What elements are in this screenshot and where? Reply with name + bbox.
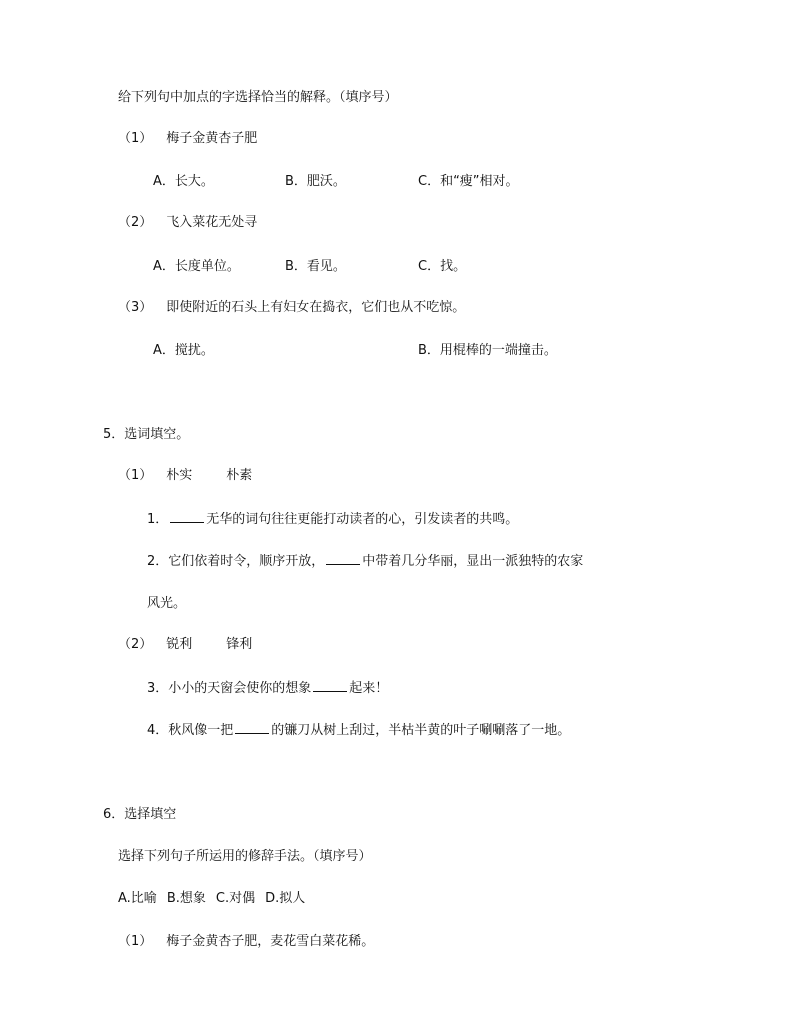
sentence-text: 的镰刀从树上刮过，半枯半黄的叶子唰唰落了一地。 [271, 723, 571, 738]
item-number: （2） [118, 215, 153, 230]
group-number: （1） [118, 468, 153, 483]
item-number: （1） [118, 934, 153, 949]
sentence-number: 3． [147, 681, 169, 696]
option-c: C.对偶 [215, 891, 256, 906]
q6-item-1 [118, 933, 374, 951]
word-option: 锋利 [226, 637, 253, 652]
fill-blank[interactable] [313, 679, 347, 692]
q4-item-3-option-b: B．用棍棒的一端撞击。 [418, 343, 557, 358]
q4-item-2 [118, 214, 257, 232]
q5-sentence-2 [147, 552, 583, 571]
sentence-number: 1． [147, 512, 169, 527]
q5-sentence-3 [147, 679, 388, 698]
q5-sentence-4 [147, 721, 570, 740]
option-d: D.拟人 [265, 891, 306, 906]
q4-item-2-option-b: B．看见。 [285, 259, 346, 274]
q6-options [118, 890, 305, 908]
q5-group-2-words [118, 636, 252, 654]
fill-blank[interactable] [326, 552, 360, 565]
fill-blank[interactable] [235, 721, 269, 734]
q4-item-1-option-b: B．肥沃。 [285, 174, 346, 189]
group-number: （2） [118, 637, 153, 652]
option-b: B.想象 [166, 891, 206, 906]
sentence-number: 2． [147, 554, 169, 569]
option-a: A.比喻 [118, 891, 157, 906]
q5-sentence-2-cont: 风光。 [147, 596, 187, 611]
q5-title: 5．选词填空。 [103, 427, 190, 442]
item-number: （3） [118, 300, 153, 315]
q4-item-1 [118, 130, 257, 148]
q4-item-2-option-a: A．长度单位。 [153, 259, 240, 274]
item-sentence: 即使附近的石头上有妇女在捣衣，它们也从不吃惊。 [166, 300, 466, 315]
q6-instruction: 选择下列句子所运用的修辞手法。（填序号） [118, 849, 372, 864]
q4-item-3-option-a: A．搅扰。 [153, 343, 214, 358]
sentence-text: 秋风像一把 [168, 723, 234, 738]
item-sentence: 梅子金黄杏子肥 [166, 131, 258, 146]
word-option: 朴素 [226, 468, 253, 483]
sentence-text: 小小的天窗会使你的想象 [168, 681, 312, 696]
q5-sentence-1 [147, 510, 518, 529]
q4-item-1-option-a: A．长大。 [153, 174, 214, 189]
q4-item-1-option-c: C．和“瘦”相对。 [418, 174, 519, 189]
word-option: 锐利 [166, 637, 193, 652]
item-sentence: 梅子金黄杏子肥，麦花雪白菜花稀。 [166, 934, 375, 949]
q5-group-1-words [118, 467, 252, 485]
q4-item-2-option-c: C．找。 [418, 259, 467, 274]
sentence-text: 无华的词句往往更能打动读者的心，引发读者的共鸣。 [206, 512, 519, 527]
q4-item-3 [118, 299, 465, 317]
word-option: 朴实 [166, 468, 193, 483]
sentence-number: 4． [147, 723, 169, 738]
item-number: （1） [118, 131, 153, 146]
item-sentence: 飞入菜花无处寻 [166, 215, 258, 230]
sentence-text: 起来！ [349, 681, 389, 696]
fill-blank[interactable] [170, 510, 204, 523]
q4-instruction: 给下列句中加点的字选择恰当的解释。（填序号） [118, 90, 398, 105]
sentence-text: 它们依着时令，顺序开放， [168, 554, 325, 569]
sentence-text: 中带着几分华丽，显出一派独特的农家 [362, 554, 584, 569]
q6-title: 6．选择填空 [103, 807, 177, 822]
